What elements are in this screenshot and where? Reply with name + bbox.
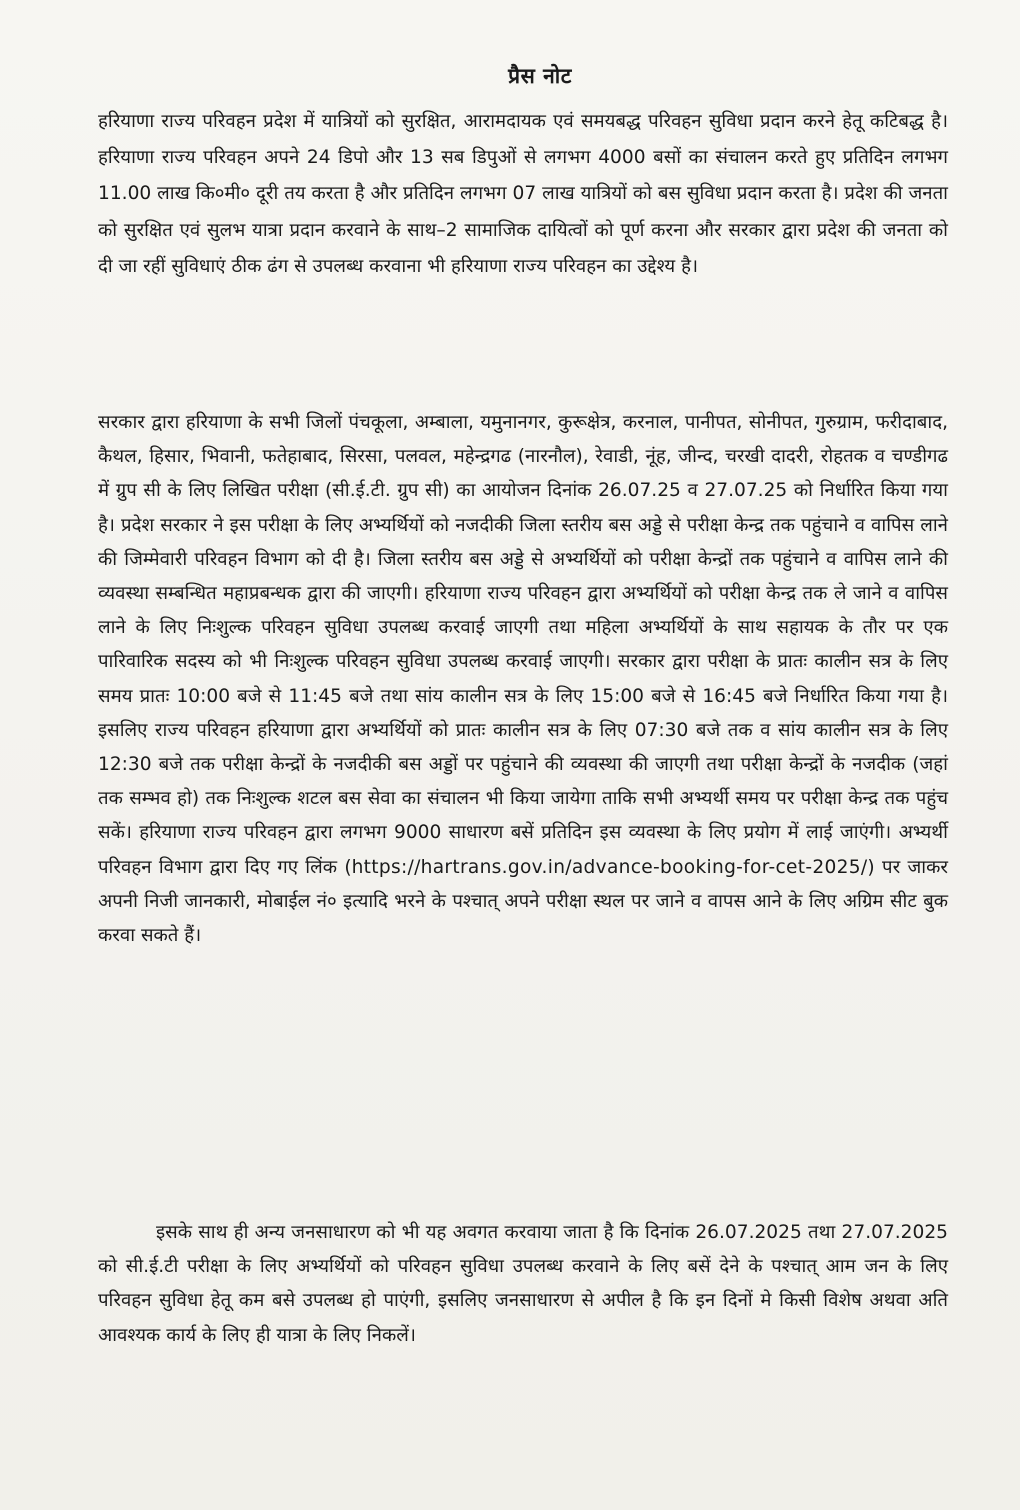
document-title: प्रैस नोट (508, 64, 572, 88)
paragraph-transport-overview (98, 104, 948, 285)
advance-booking-link[interactable]: https://hartrans.gov.in/advance-booking-for-cet-2025/ (351, 856, 868, 878)
paragraph-public-advisory (98, 1216, 948, 1353)
paragraph-2-text-after-link: ) पर जाकर अपनी निजी जानकारी, मोबाईल नं० इत्यादि भरने के पश्चात् अपने परीक्षा स्थल पर जाने व वापस आने के लिए अग्रिम सीट बुक करवा सकते हैं। (98, 856, 948, 947)
paragraph-1-text: हरियाणा राज्य परिवहन प्रदेश में यात्रियों को सुरक्षित, आरामदायक एवं समयबद्ध परिवहन सुविधा प्रदान करने हेतू कटिबद्ध है। हरियाणा राज्य परिवहन अपने 24 डिपो और 13 सब डिपुओं से लगभग 4000 बसों का संचालन करते हुए प्रतिदिन लगभग 11.00 लाख कि०मी० दूरी तय करता है और प्रतिदिन लगभग 07 लाख यात्रियों को बस सुविधा प्रदान करता है। प्रदेश की जनता को सुरक्षित एवं सुलभ यात्रा प्रदान करवाने के साथ–2 सामाजिक दायित्वों को पूर्ण करना और सरकार द्वारा प्रदेश की जनता को दी जा रहीं सुविधाएं ठीक ढंग से उपलब्ध करवाना भी हरियाणा राज्य परिवहन का उद्देश्य है। (98, 111, 948, 277)
paragraph-cet-exam-transport (98, 406, 948, 953)
paragraph-2-text-before-link: सरकार द्वारा हरियाणा के सभी जिलों पंचकूला, अम्बाला, यमुनानगर, कुरूक्षेत्र, करनाल, पानीपत, सोनीपत, गुरुग्राम, फरीदाबाद, कैथल, हिसार, भिवानी, फतेहाबाद, सिरसा, पलवल, महेन्द्रगढ (नारनौल), रेवाडी, नूंह, जीन्द, चरखी दादरी, रोहतक व चण्डीगढ में ग्रुप सी के लिए लिखित परीक्षा (सी.ई.टी. ग्रुप सी) का आयोजन दिनांक 26.07.25 व 27.07.25 को निर्धारित किया गया है। प्रदेश सरकार ने इस परीक्षा के लिए अभ्यर्थियों को नजदीकी जिला स्तरीय बस अड्डे से परीक्षा केन्द्र तक पहुंचाने व वापिस लाने की जिम्मेवारी परिवहन विभाग को दी है। जिला स्तरीय बस अड्डे से अभ्यर्थियों को परीक्षा केन्द्रों तक पहुंचाने व वापिस लाने की व्यवस्था सम्बन्धित महाप्रबन्धक द्वारा की जाएगी। हरियाणा राज्य परिवहन द्वारा अभ्यर्थियों को परीक्षा केन्द्र तक ले जाने व वापिस लाने के लिए निःशुल्क परिवहन सुविधा उपलब्ध करवाई जाएगी तथा महिला अभ्यर्थियों के साथ सहायक के तौर पर एक पारिवारिक सदस्य को भी निःशुल्क परिवहन सुविधा उपलब्ध करवाई जाएगी। सरकार द्वारा परीक्षा के प्रातः कालीन सत्र के लिए समय प्रातः 10:00 बजे से 11:45 बजे तथा सांय कालीन सत्र के लिए 15:00 बजे से 16:45 बजे निर्धारित किया गया है। इसलिए राज्य परिवहन हरियाणा द्वारा अभ्यर्थियों को प्रातः कालीन सत्र के लिए 07:30 बजे तक व सांय कालीन सत्र के लिए 12:30 बजे तक परीक्षा केन्द्रों के नजदीकी बस अड्डों पर पहुंचाने की व्यवस्था की जाएगी तथा परीक्षा केन्द्रों के नजदीक (जहां तक सम्भव हो) तक निःशुल्क शटल बस सेवा का संचालन भी किया जायेगा ताकि सभी अभ्यर्थी समय पर परीक्षा केन्द्र तक पहुंच सकें। हरियाणा राज्य परिवहन द्वारा लगभग 9000 साधारण बसें प्रतिदिन इस व्यवस्था के लिए प्रयोग में लाई जाएंगी। अभ्यर्थी परिवहन विभाग द्वारा दिए गए लिंक ( (98, 412, 948, 878)
paragraph-3-text: इसके साथ ही अन्य जनसाधारण को भी यह अवगत करवाया जाता है कि दिनांक 26.07.2025 तथा 27.07.2025 को सी.ई.टी परीक्षा के लिए अभ्यर्थियों को परिवहन सुविधा उपलब्ध करवाने के लिए बसें देने के पश्चात् आम जन के लिए परिवहन सुविधा हेतू कम बसे उपलब्ध हो पाएंगी, इसलिए जनसाधारण से अपील है कि इन दिनों मे किसी विशेष अथवा अति आवश्यक कार्य के लिए ही यात्रा के लिए निकलें। (98, 1222, 948, 1346)
